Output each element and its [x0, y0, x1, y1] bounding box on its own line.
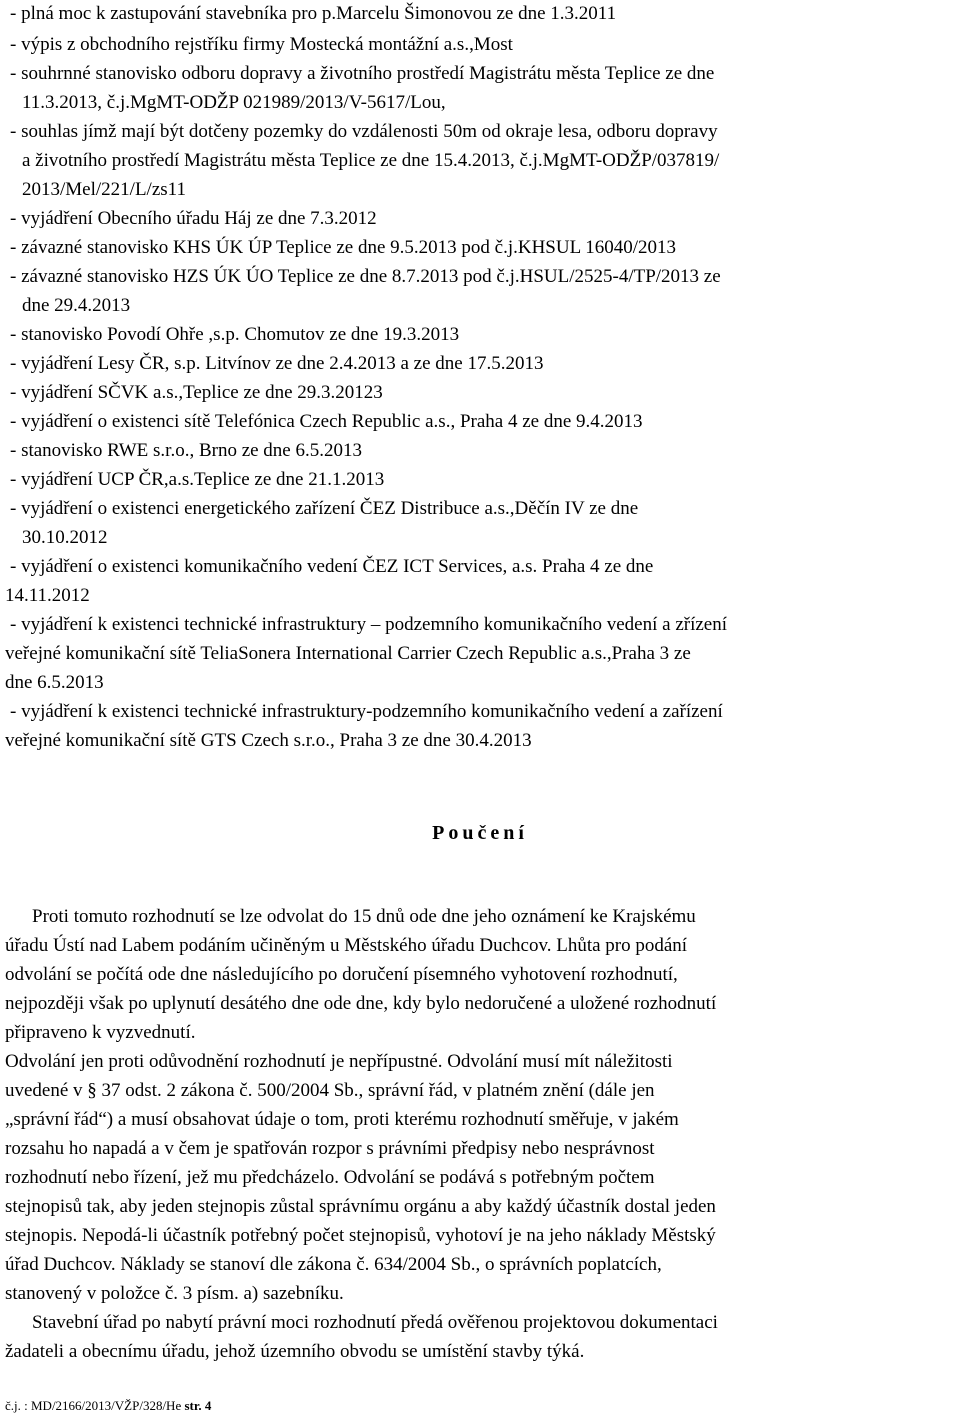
body-text-line: „správní řád“) a musí obsahovat údaje o tom, proti kterému rozhodnutí směřuje, v jakém	[5, 1109, 679, 1130]
document-list-item: - vyjádření o existenci komunikačního vedení ČEZ ICT Services, a.s. Praha 4 ze dne	[10, 556, 654, 577]
document-list-item: - vyjádření Obecního úřadu Háj ze dne 7.3.2012	[10, 208, 377, 229]
page-number: str. 4	[184, 1398, 212, 1413]
page-footer	[5, 1398, 211, 1414]
body-text-line: odvolání se počítá ode dne následujícího po doručení písemného vyhotovení rozhodnutí,	[5, 964, 678, 985]
document-list-item: 11.3.2013, č.j.MgMT-ODŽP 021989/2013/V-5617/Lou,	[22, 92, 446, 113]
body-text-line: stanovený v položce č. 3 písm. a) sazebníku.	[5, 1283, 344, 1304]
document-list-item: dne 29.4.2013	[22, 295, 131, 316]
document-list-item: - výpis z obchodního rejstříku firmy Mostecká montážní a.s.,Most	[10, 34, 513, 55]
body-text-line: úřadu Ústí nad Labem podáním učiněným u Městského úřadu Duchcov. Lhůta pro podání	[5, 935, 688, 956]
body-text-line: úřad Duchcov. Náklady se stanoví dle zákona č. 634/2004 Sb., o správních poplatcích,	[5, 1254, 662, 1275]
body-text-line: Stavební úřad po nabytí právní moci rozhodnutí předá ověřenou projektovou dokumentaci	[32, 1312, 718, 1333]
document-list-item: - stanovisko RWE s.r.o., Brno ze dne 6.5.2013	[10, 440, 362, 461]
document-list-item: dne 6.5.2013	[5, 672, 104, 693]
document-list-item: - vyjádření SČVK a.s.,Teplice ze dne 29.3.20123	[10, 382, 383, 403]
document-list-item: - vyjádření Lesy ČR, s.p. Litvínov ze dne 2.4.2013 a ze dne 17.5.2013	[10, 353, 544, 374]
document-list-item: - souhlas jímž mají být dotčeny pozemky do vzdálenosti 50m od okraje lesa, odboru dopravy	[10, 121, 718, 142]
body-text-line: stejnopisů tak, aby jeden stejnopis zůstal správnímu orgánu a aby každý účastník dostal jeden	[5, 1196, 716, 1217]
document-list-item: - vyjádření o existenci energetického zařízení ČEZ Distribuce a.s.,Děčín IV ze dne	[10, 498, 639, 519]
document-list-item: veřejné komunikační sítě GTS Czech s.r.o., Praha 3 ze dne 30.4.2013	[5, 730, 532, 751]
document-list-item: 14.11.2012	[5, 585, 90, 606]
document-list-item: - plná moc k zastupování stavebníka pro p.Marcelu Šimonovou ze dne 1.3.2011	[10, 3, 617, 24]
document-list-item: a životního prostředí Magistrátu města Teplice ze dne 15.4.2013, č.j.MgMT-ODŽP/037819/	[22, 150, 720, 171]
document-list-item: - souhrnné stanovisko odboru dopravy a životního prostředí Magistrátu města Teplice ze dne	[10, 63, 715, 84]
body-text-line: stejnopis. Nepodá-li účastník potřebný počet stejnopisů, vyhotoví je na jeho náklady Městský	[5, 1225, 716, 1246]
document-list-item: - závazné stanovisko KHS ÚK ÚP Teplice ze dne 9.5.2013 pod č.j.KHSUL 16040/2013	[10, 237, 677, 258]
document-list-item: - vyjádření k existenci technické infrastruktury-podzemního komunikačního vedení a zařízení	[10, 701, 723, 722]
section-heading: Poučení	[432, 822, 528, 844]
document-list-item: - závazné stanovisko HZS ÚK ÚO Teplice ze dne 8.7.2013 pod č.j.HSUL/2525-4/TP/2013 ze	[10, 266, 721, 287]
footer-reference: č.j. : MD/2166/2013/VŽP/328/He	[5, 1398, 182, 1413]
document-list-item: 2013/Mel/221/L/zs11	[22, 179, 186, 200]
document-list-item: - vyjádření UCP ČR,a.s.Teplice ze dne 21.1.2013	[10, 469, 385, 490]
body-text-line: rozhodnutí nebo řízení, jež mu předcházelo. Odvolání se podává s potřebným počtem	[5, 1167, 655, 1188]
body-text-line: Odvolání jen proti odůvodnění rozhodnutí je nepřípustné. Odvolání musí mít náležitosti	[5, 1051, 673, 1072]
document-list-item: veřejné komunikační sítě TeliaSonera International Carrier Czech Republic a.s.,Praha 3 ze	[5, 643, 691, 664]
body-text-line: Proti tomuto rozhodnutí se lze odvolat do 15 dnů ode dne jeho oznámení ke Krajskému	[32, 906, 696, 927]
document-list-item: - vyjádření o existenci sítě Telefónica Czech Republic a.s., Praha 4 ze dne 9.4.2013	[10, 411, 643, 432]
document-list-item: 30.10.2012	[22, 527, 108, 548]
body-text-line: připraveno k vyzvednutí.	[5, 1022, 196, 1043]
body-text-line: rozsahu ho napadá a v čem je spatřován rozpor s právními předpisy nebo nesprávnost	[5, 1138, 655, 1159]
document-list-item: - vyjádření k existenci technické infrastruktury – podzemního komunikačního vedení a zřízení	[10, 614, 728, 635]
body-text-line: uvedené v § 37 odst. 2 zákona č. 500/2004 Sb., správní řád, v platném znění (dále jen	[5, 1080, 655, 1101]
body-text-line: žadateli a obecnímu úřadu, jehož územního obvodu se umístění stavby týká.	[5, 1341, 585, 1362]
body-text-line: nejpozději však po uplynutí desátého dne ode dne, kdy bylo nedoručené a uložené rozhodnutí	[5, 993, 717, 1014]
document-list-item: - stanovisko Povodí Ohře ,s.p. Chomutov ze dne 19.3.2013	[10, 324, 460, 345]
